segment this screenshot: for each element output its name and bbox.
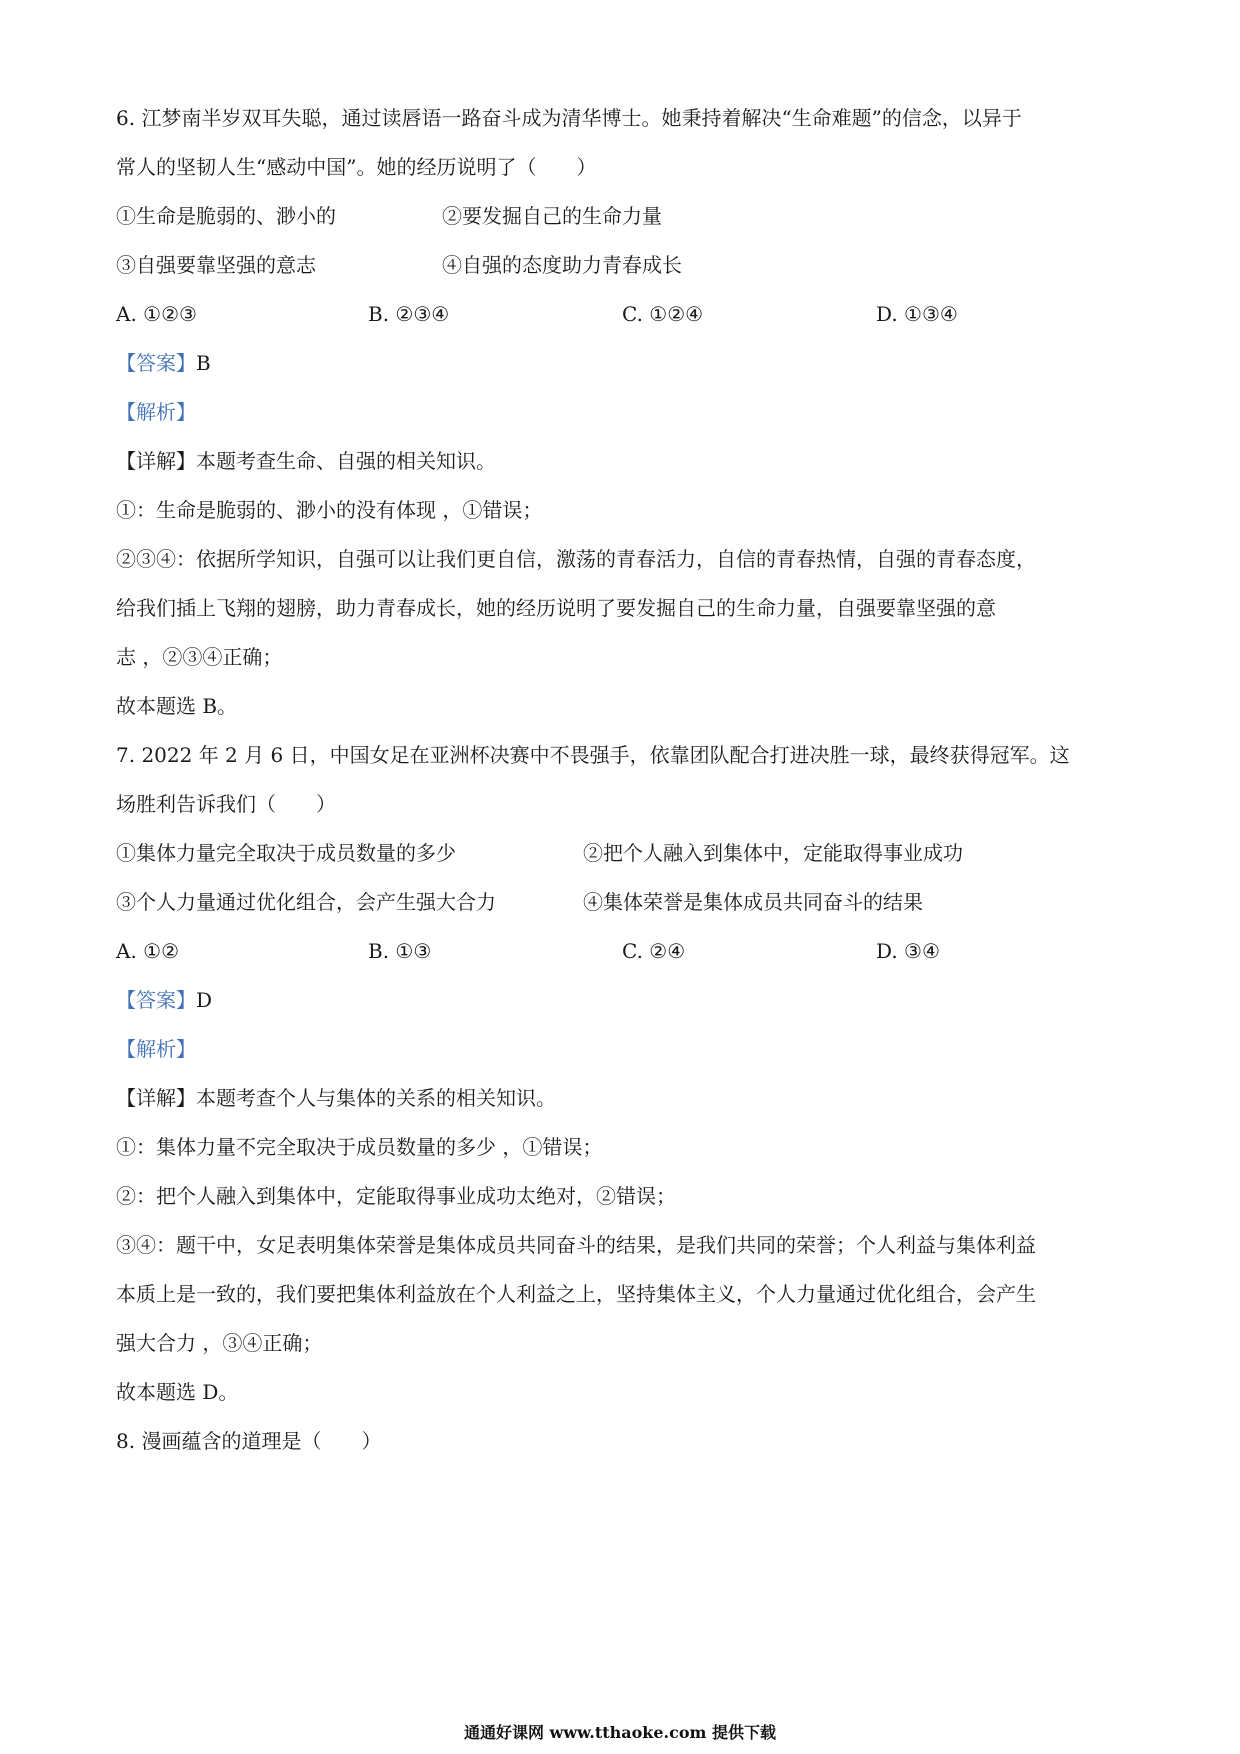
q7-explanation-3: ③④：题干中，女足表明集体荣誉是集体成员共同奋斗的结果，是我们共同的荣誉；个人利益与集体利益 — [116, 1233, 1036, 1257]
q7-statement-1: ①集体力量完全取决于成员数量的多少 — [116, 841, 456, 865]
q6-detail — [116, 446, 496, 476]
q6-option-c: C. ①②④ — [622, 302, 704, 326]
q7-option-a: A. ①② — [116, 939, 180, 963]
q6-statement-2: ②要发掘自己的生命力量 — [442, 204, 662, 228]
answer-tag: 【答案】 — [116, 351, 196, 375]
q7-option-b: B. ①③ — [368, 939, 432, 963]
q6-stem-line-2: 常人的坚韧人生“感动中国”。她的经历说明了（ ） — [116, 155, 597, 179]
q6-statement-1: ①生命是脆弱的、渺小的 — [116, 204, 336, 228]
detail-text: 本题考查生命、自强的相关知识。 — [196, 449, 496, 473]
q7-option-d: D. ③④ — [876, 939, 940, 963]
q6-explanation-1: ①：生命是脆弱的、渺小的没有体现 ，①错误； — [116, 498, 543, 522]
detail-text: 本题考查个人与集体的关系的相关知识。 — [196, 1086, 556, 1110]
q7-statement-3: ③个人力量通过优化组合，会产生强大合力 — [116, 890, 496, 914]
q6-conclusion: 故本题选 B。 — [116, 694, 238, 718]
q7-analysis-tag: 【解析】 — [116, 1037, 196, 1061]
q6-explanation-4: 志 ，②③④正确； — [116, 645, 283, 669]
q6-answer — [116, 348, 211, 378]
q7-explanation-4: 本质上是一致的，我们要把集体利益放在个人利益之上，坚持集体主义，个人力量通过优化组合，会产生 — [116, 1282, 1036, 1306]
q6-statement-3: ③自强要靠坚强的意志 — [116, 253, 316, 277]
detail-tag: 【详解】 — [116, 1086, 196, 1110]
q7-detail — [116, 1083, 556, 1113]
q6-explanation-3: 给我们插上飞翔的翅膀，助力青春成长，她的经历说明了要发掘自己的生命力量，自强要靠坚强的意 — [116, 596, 996, 620]
q7-statement-2: ②把个人融入到集体中，定能取得事业成功 — [583, 841, 963, 865]
q7-statement-4: ④集体荣誉是集体成员共同奋斗的结果 — [583, 890, 923, 914]
q7-explanation-2: ②：把个人融入到集体中，定能取得事业成功太绝对，②错误； — [116, 1184, 676, 1208]
q6-statement-4: ④自强的态度助力青春成长 — [442, 253, 682, 277]
answer-value: D — [196, 988, 213, 1012]
q7-answer — [116, 985, 212, 1015]
q6-option-a: A. ①②③ — [116, 302, 197, 326]
answer-value: B — [196, 351, 211, 375]
q6-explanation-2: ②③④：依据所学知识，自强可以让我们更自信，激荡的青春活力，自信的青春热情，自强的青春态度， — [116, 547, 1036, 571]
page-footer: 通通好课网 www.tthaoke.com 提供下载 — [463, 1723, 777, 1742]
q6-option-b: B. ②③④ — [368, 302, 450, 326]
q7-conclusion: 故本题选 D。 — [116, 1380, 239, 1404]
q7-stem-line-2: 场胜利告诉我们（ ） — [116, 792, 336, 816]
q8-stem: 8. 漫画蕴含的道理是（ ） — [116, 1429, 382, 1453]
detail-tag: 【详解】 — [116, 449, 196, 473]
q7-option-c: C. ②④ — [622, 939, 686, 963]
answer-tag: 【答案】 — [116, 988, 196, 1012]
q6-option-d: D. ①③④ — [876, 302, 958, 326]
q7-stem-line-1: 7. 2022 年 2 月 6 日，中国女足在亚洲杯决赛中不畏强手，依靠团队配合打进决胜一球，最终获得冠军。这 — [116, 743, 1070, 767]
q7-explanation-5: 强大合力 ，③④正确； — [116, 1331, 323, 1355]
q6-analysis-tag: 【解析】 — [116, 400, 196, 424]
q7-explanation-1: ①：集体力量不完全取决于成员数量的多少 ，①错误； — [116, 1135, 603, 1159]
q6-stem-line-1: 6. 江梦南半岁双耳失聪，通过读唇语一路奋斗成为清华博士。她秉持着解决“生命难题”的信念，以异于 — [116, 106, 1022, 130]
